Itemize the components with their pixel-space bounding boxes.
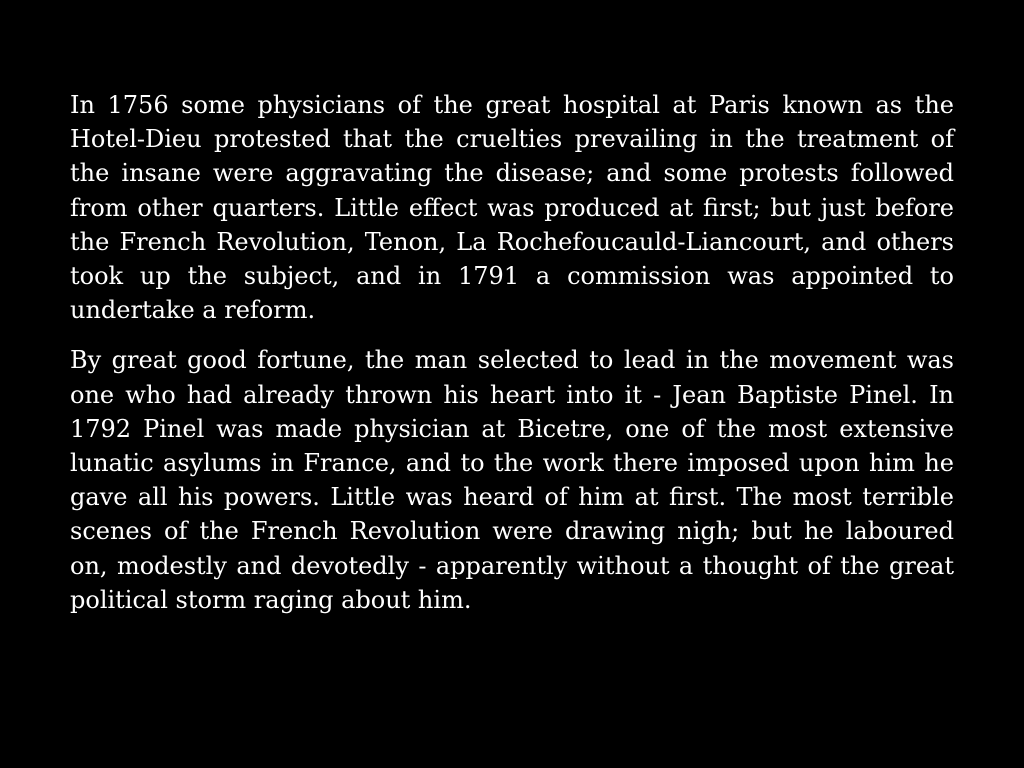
paragraph-2: By great good fortune, the man selected to lead in the movement was one who had already thrown his heart into it - Jean Baptiste Pinel. In 1792 Pinel was made physician at Bicetre, one of the most extensive lunatic asylums in France, and to the work there imposed upon him he gave all his powers. Little was heard of him at first. The most terrible scenes of the French Revolution were drawing nigh; but he laboured on, modestly and devotedly - apparently without a thought of the great political storm raging about him. — [70, 346, 954, 614]
slide-body-text — [70, 88, 954, 617]
paragraph-1: In 1756 some physicians of the great hospital at Paris known as the Hotel-Dieu protested that the cruelties prevailing in the treatment of the insane were aggravating the disease; and some protests followed from other quarters. Little effect was produced at first; but just before the French Revolution, Tenon, La Rochefoucauld-Liancourt, and others took up the subject, and in 1791 a commission was appointed to undertake a reform. — [70, 91, 954, 325]
